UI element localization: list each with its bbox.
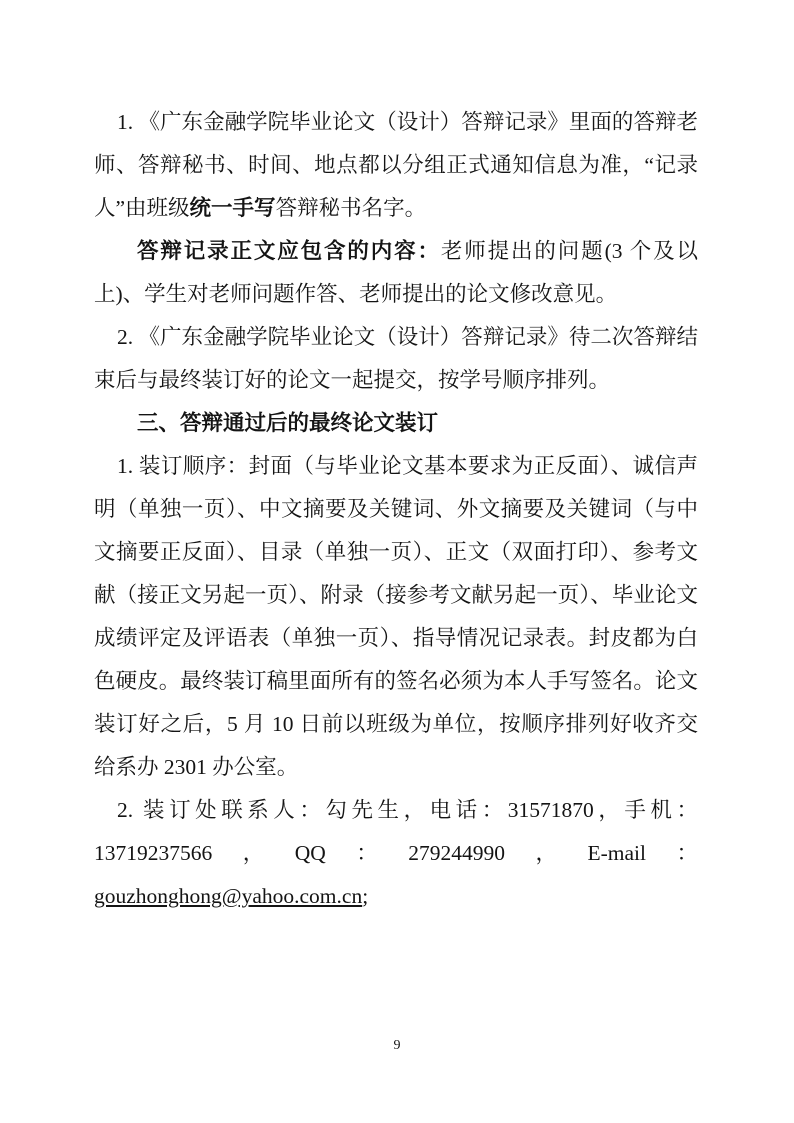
heading-section-three — [94, 402, 698, 445]
para-defense-record-2 — [94, 316, 698, 402]
para-defense-record-1 — [94, 101, 698, 230]
para-defense-record-content — [94, 230, 698, 316]
document-body — [94, 101, 698, 918]
text-run: 2. 装订处联系人：勾先生，电话：31571870，手机：13719237566，QQ：279244990，E-mail： — [94, 798, 698, 865]
text-run: 2. 《广东金融学院毕业论文（设计）答辩记录》待二次答辩结束后与最终装订好的论文一起提交，按学号顺序排列。 — [94, 325, 698, 392]
page-footer — [0, 1036, 794, 1055]
text-run: 答辩秘书名字。 — [275, 196, 427, 220]
text-run: 1. 装订顺序：封面（与毕业论文基本要求为正反面）、诚信声明（单独一页）、中文摘要及关键词、外文摘要及关键词（与中文摘要正反面）、目录（单独一页）、正文（双面打印）、参考文献（接正文另起一页）、附录（接参考文献另起一页）、毕业论文成绩评定及评语表（单独一页）、指导情况记录表。封皮都为白色硬皮。最终装订稿里面所有的签名必须为本人手写签名。论文装订好之后，5 月 10 日前以班级为单位，按顺序排列好收齐交给系办 2301 办公室。 — [94, 454, 698, 779]
text-run: 统一手写 — [189, 196, 276, 220]
text-run: ; — [362, 884, 369, 908]
page-number: 9 — [393, 1038, 401, 1053]
para-binding-contact — [94, 789, 698, 918]
text-run: 老师提出的问题(3 个及以上)、学生对老师问题作答、老师提出的论文修改意见。 — [94, 239, 698, 306]
email-link[interactable]: gouzhonghong@yahoo.com.cn — [94, 884, 363, 908]
para-binding-order — [94, 445, 698, 789]
text-run: 答辩记录正文应包含的内容： — [137, 239, 441, 263]
text-run: 1. 《广东金融学院毕业论文（设计）答辩记录》里面的答辩老师、答辩秘书、时间、地点都以分组正式通知信息为准，“记录人”由班级 — [94, 110, 698, 220]
text-run: 三、答辩通过后的最终论文装订 — [137, 411, 439, 435]
